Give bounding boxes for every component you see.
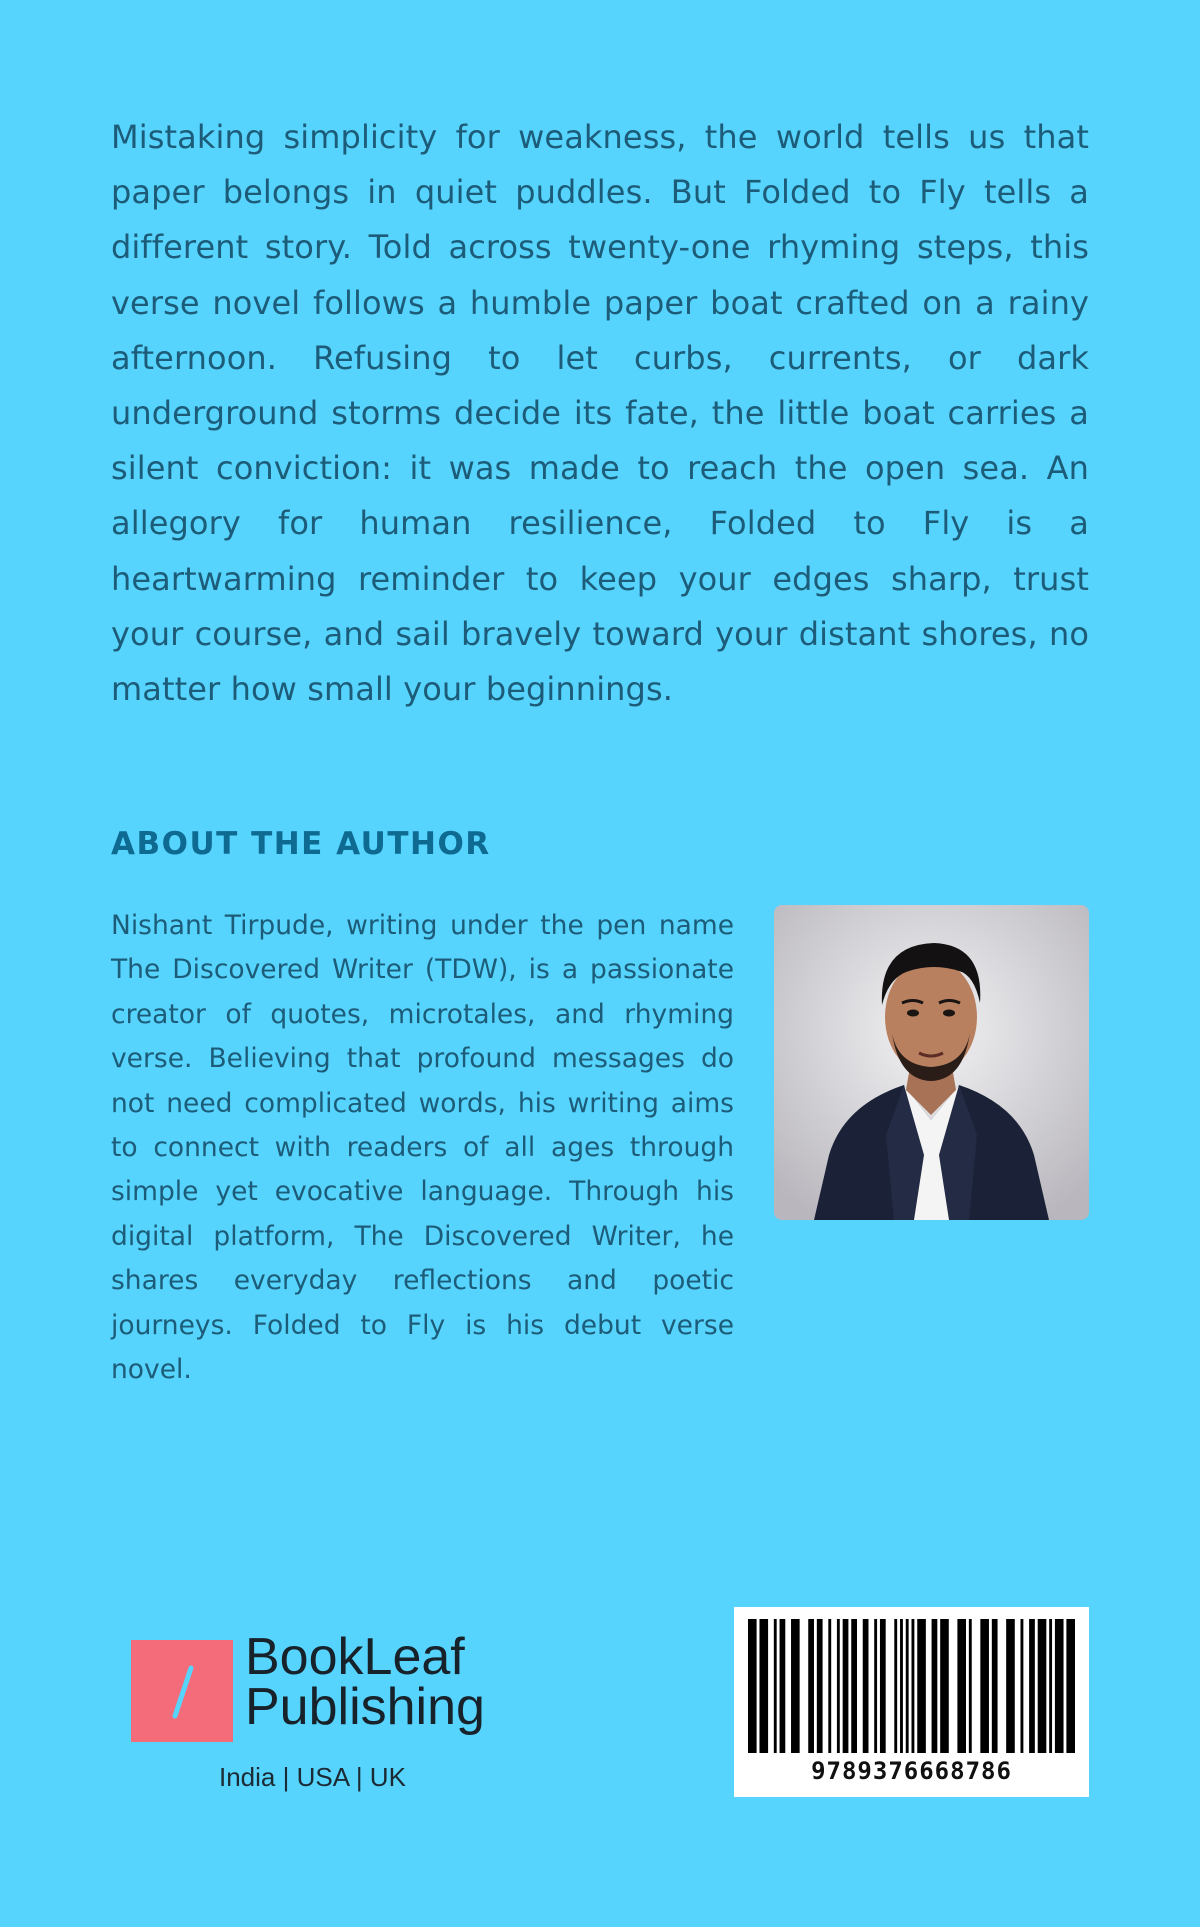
barcode-bar: [912, 1619, 915, 1753]
barcode-bar: [780, 1619, 786, 1753]
barcode-bar: [1006, 1619, 1015, 1753]
barcode-bar: [1038, 1619, 1047, 1753]
publisher-regions: India | USA | UK: [219, 1762, 406, 1792]
barcode-bar: [748, 1619, 757, 1753]
barcode-bar: [828, 1619, 831, 1753]
isbn-barcode: [734, 1607, 1089, 1797]
barcode-bar: [843, 1619, 849, 1753]
barcode-bar: [817, 1619, 823, 1753]
barcode-bar: [932, 1619, 938, 1753]
publisher-name-line1: BookLeaf: [245, 1628, 465, 1686]
barcode-bars: [748, 1619, 1075, 1753]
barcode-bar: [917, 1619, 926, 1753]
isbn-number: 9789376668786: [811, 1757, 1012, 1785]
barcode-bar: [1029, 1619, 1035, 1753]
publisher-name-line2: Publishing: [245, 1678, 485, 1736]
barcode-bar: [791, 1619, 800, 1753]
barcode-bar: [837, 1619, 840, 1753]
barcode-bar: [808, 1619, 814, 1753]
barcode-bar: [874, 1619, 877, 1753]
about-author-heading: ABOUT THE AUTHOR: [111, 826, 491, 862]
barcode-bar: [863, 1619, 869, 1753]
author-bio: Nishant Tirpude, writing under the pen name The Discovered Writer (TDW), is a passionate creator of quotes, microtales, and rhyming verse. Believing that profound messages do not need complicated words, his writing aims to connect with readers of all ages through simple yet evocative language. Through his digital platform, The Discovered Writer, he shares everyday reflections and poetic journeys. Folded to Fly is his debut verse novel.: [111, 910, 734, 1386]
barcode-bar: [992, 1619, 998, 1753]
barcode-bar: [969, 1619, 972, 1753]
barcode-bar: [1021, 1619, 1024, 1753]
barcode-bar: [894, 1619, 897, 1753]
barcode-bar: [980, 1619, 989, 1753]
publisher-logo: [131, 1628, 531, 1802]
author-photo: [774, 905, 1089, 1220]
barcode-bar: [957, 1619, 966, 1753]
barcode-bar: [1055, 1619, 1064, 1753]
barcode-bar: [774, 1619, 777, 1753]
barcode-bar: [851, 1619, 857, 1753]
barcode-bar: [880, 1619, 886, 1753]
barcode-bar: [1049, 1619, 1052, 1753]
book-blurb: Mistaking simplicity for weakness, the world tells us that paper belongs in quiet puddles. But Folded to Fly tells a different story. Told across twenty-one rhyming steps, this verse novel follows a humble paper boat crafted on a rainy afternoon. Refusing to let curbs, currents, or dark underground storms decide its fate, the little boat carries a silent conviction: it was made to reach the open sea. An allegory for human resilience, Folded to Fly is a heartwarming reminder to keep your edges sharp, trust your course, and sail bravely toward your distant shores, no matter how small your beginnings.: [111, 118, 1089, 709]
barcode-bar: [1066, 1619, 1075, 1753]
leaf-mark-icon: [131, 1640, 233, 1742]
barcode-bar: [906, 1619, 909, 1753]
publisher-name: [245, 1628, 485, 1736]
barcode-bar: [900, 1619, 903, 1753]
barcode-bar: [940, 1619, 949, 1753]
barcode-bar: [759, 1619, 768, 1753]
